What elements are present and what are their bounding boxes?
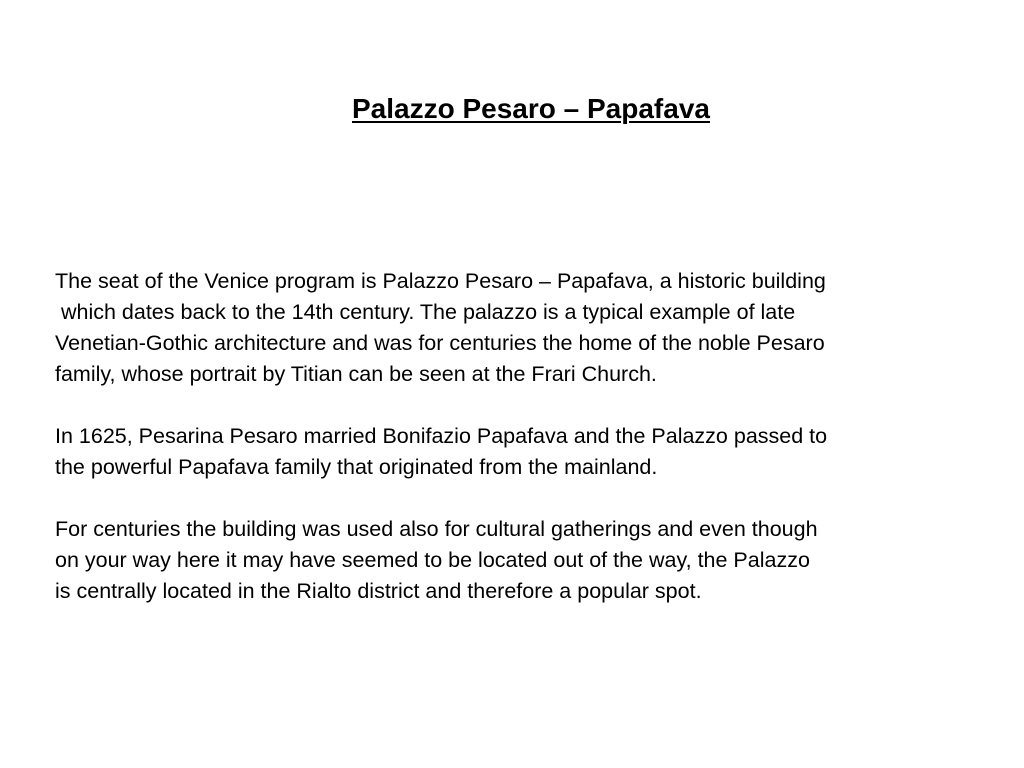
paragraph-line: the powerful Papafava family that originated from the mainland. [55,455,658,479]
paragraph-line: For centuries the building was used also for cultural gatherings and even though [55,517,818,541]
paragraph-gap [55,390,995,421]
paragraph-line: family, whose portrait by Titian can be seen at the Frari Church. [55,362,657,386]
paragraph-history [55,266,995,390]
slide-title: Palazzo Pesaro – Papafava [352,93,710,124]
slide-body [55,266,995,607]
paragraph-gap [55,483,995,514]
paragraph-line: The seat of the Venice program is Palazzo Pesaro – Papafava, a historic building [55,269,826,293]
paragraph-location [55,514,995,607]
paragraph-line: on your way here it may have seemed to be located out of the way, the Palazzo [55,548,810,572]
paragraph-line: is centrally located in the Rialto district and therefore a popular spot. [55,579,702,603]
paragraph-line: Venetian-Gothic architecture and was for centuries the home of the noble Pesaro [55,331,825,355]
paragraph-line: which dates back to the 14th century. The palazzo is a typical example of late [55,300,796,324]
paragraph-line: In 1625, Pesarina Pesaro married Bonifazio Papafava and the Palazzo passed to [55,424,828,448]
paragraph-marriage [55,421,995,483]
